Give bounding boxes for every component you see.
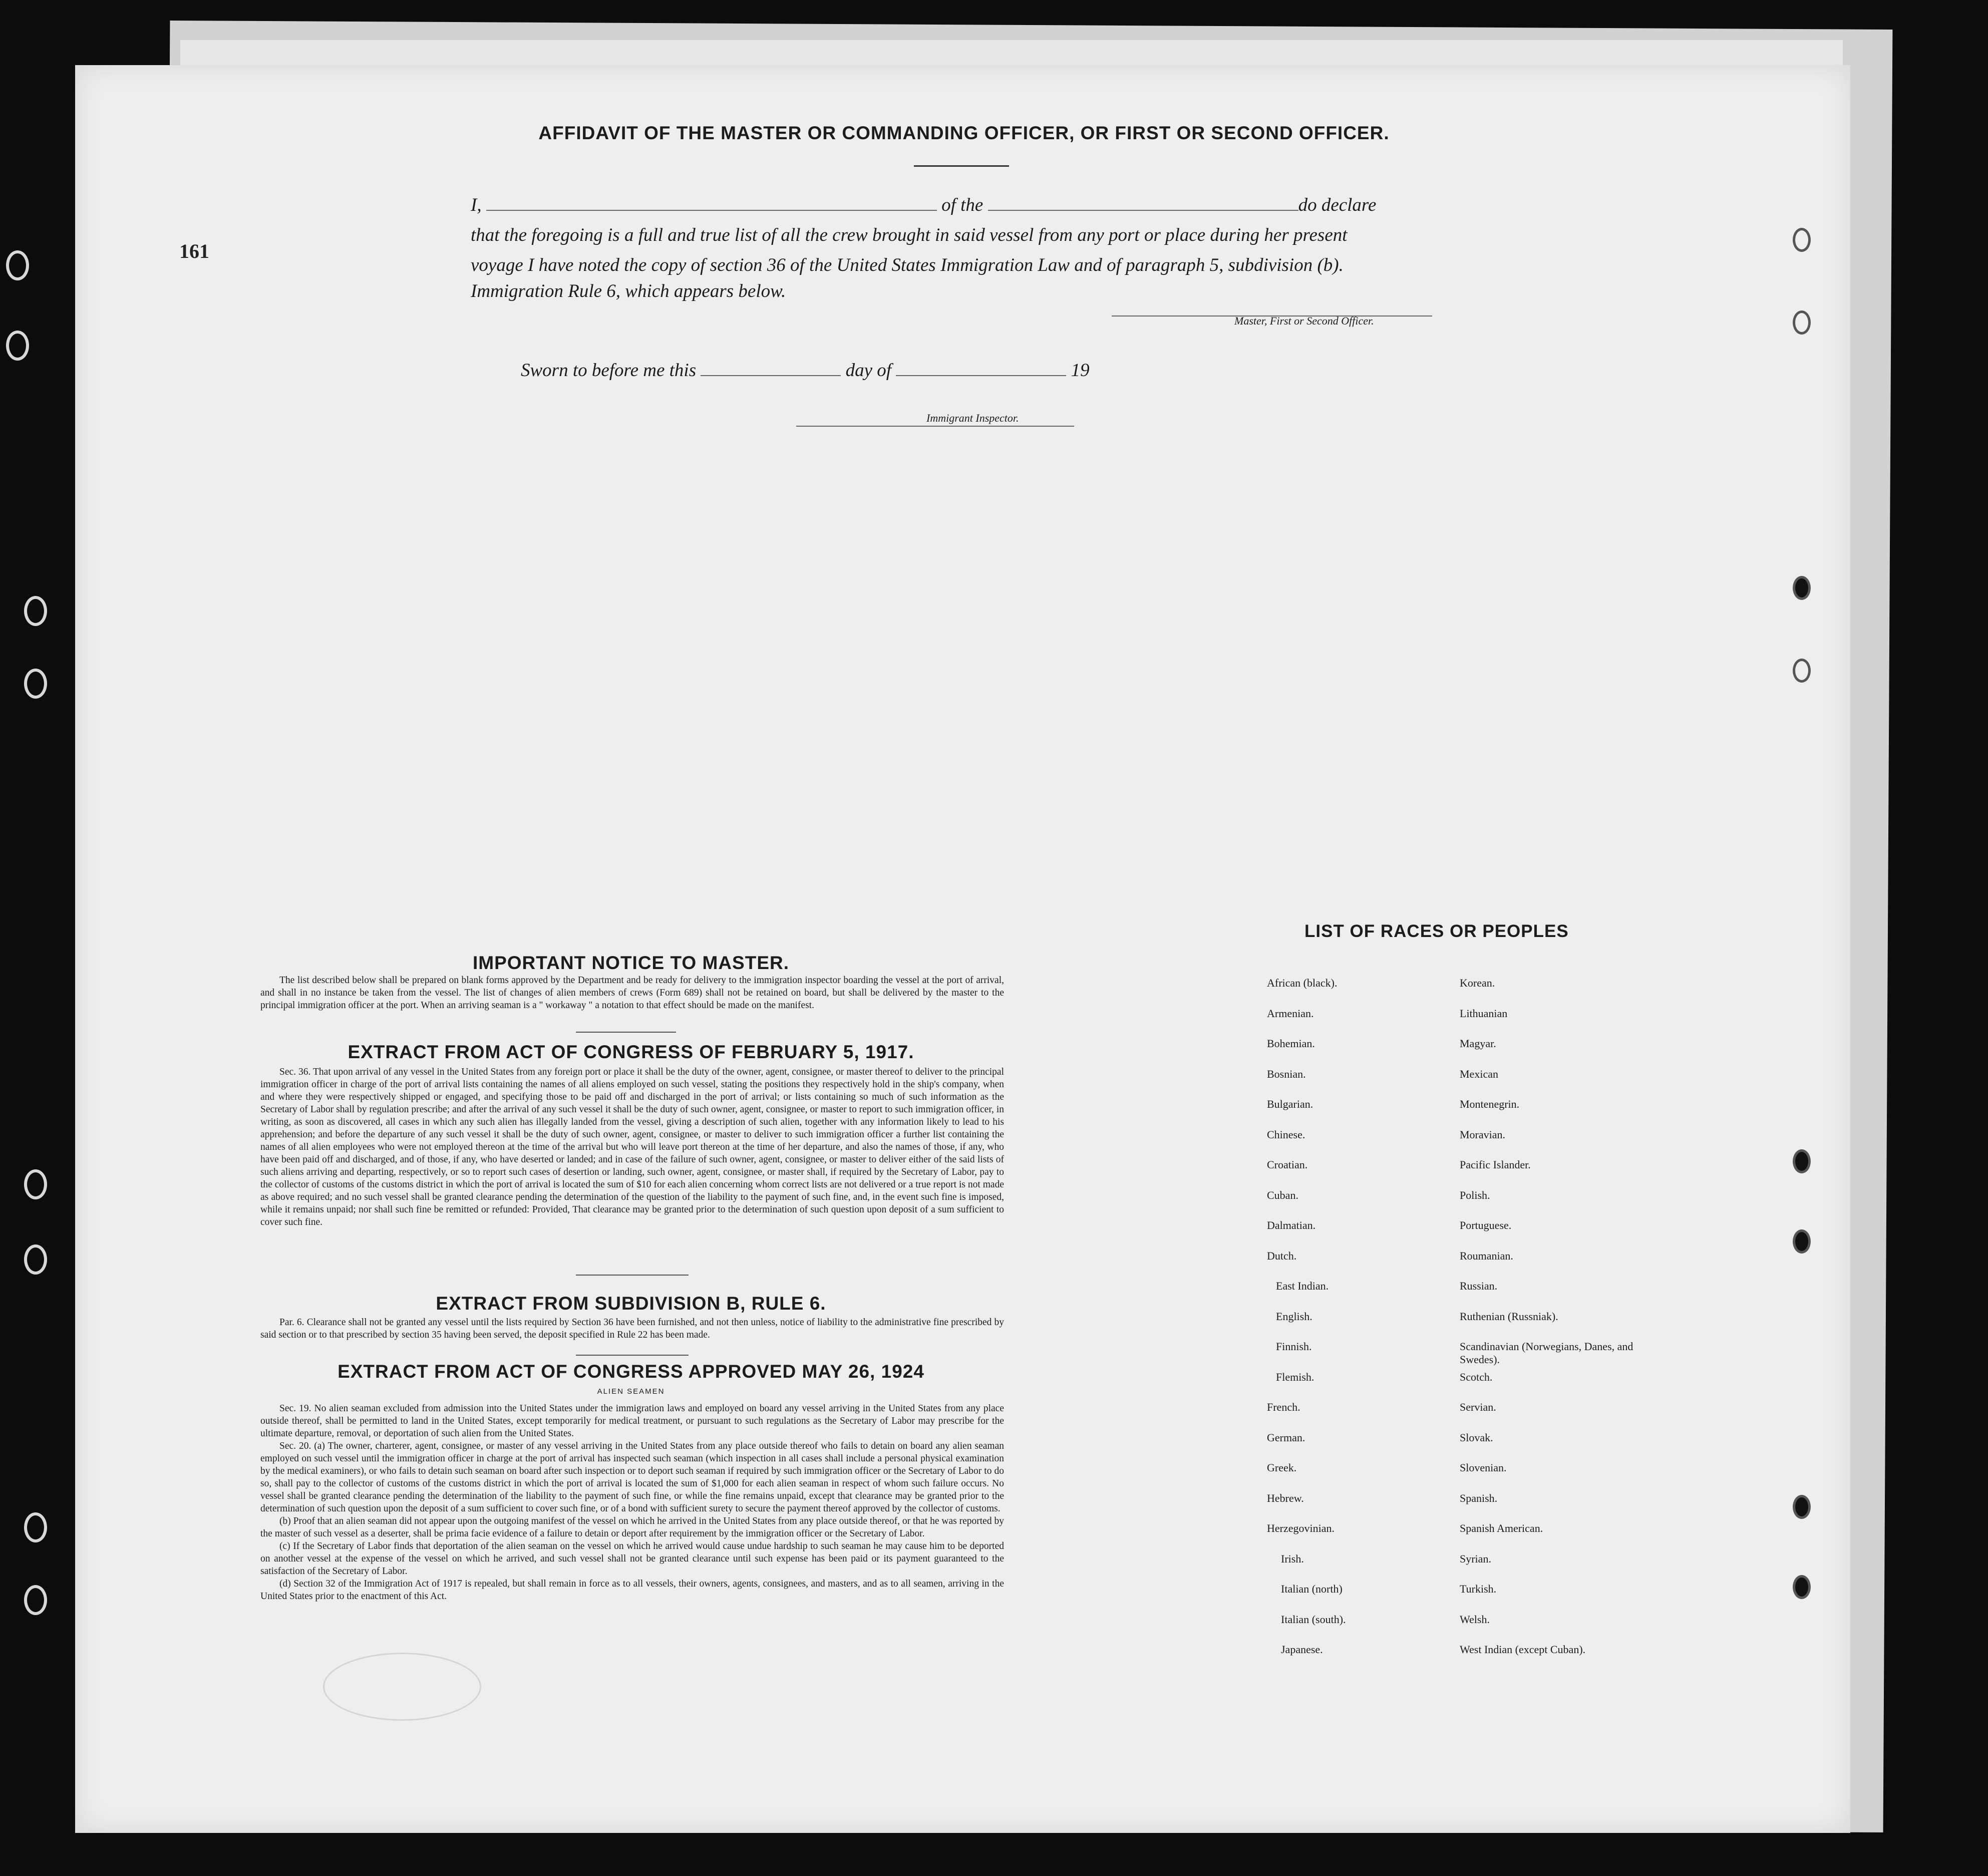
divider <box>576 1032 676 1033</box>
race-item: Italian (south). <box>1281 1613 1346 1626</box>
race-item: Lithuanian <box>1460 1007 1508 1020</box>
race-item: Slovenian. <box>1460 1461 1507 1474</box>
extract-1924-body <box>260 1402 1004 1603</box>
day-blank <box>701 375 841 376</box>
race-item: Spanish. <box>1460 1491 1498 1504</box>
punch-hole <box>1793 1229 1811 1254</box>
notice-text: The list described below shall be prepared on blank forms approved by the Department and be ready for delivery to the immigration inspector boarding the vessel at the port of arrival, and shall in no instance be taken from the vessel. The list of changes of alien members of crews (Form 689) shall not be retained on board, but shall be delivered by the master to the principal immigration officer at the port. When an arriving seaman is a " workaway " a notation to that effect should be made on the manifest. <box>260 975 1004 1011</box>
binder-hole <box>6 250 29 280</box>
sec-20c: (c) If the Secretary of Labor finds that deportation of the alien seaman on the vessel on which he arrived would cause undue hardship to such seaman he may cause him to be deported on another vessel at the expense of the vessel on which he arrived, and such vessel shall not be granted clearance until such expense has been paid or its payment guaranteed to the satisfaction of the Secretary of Labor. <box>260 1541 1004 1577</box>
race-item: Pacific Islander. <box>1460 1158 1531 1171</box>
affidavit-line-1 <box>471 194 1376 216</box>
race-item: Welsh. <box>1460 1613 1490 1626</box>
race-item: Russian. <box>1460 1280 1498 1292</box>
sworn-mid: day of <box>845 360 892 381</box>
affidavit-line1-mid: of the <box>941 195 983 215</box>
race-item: Flemish. <box>1276 1370 1314 1383</box>
race-item: Magyar. <box>1460 1037 1496 1050</box>
race-item: Greek. <box>1267 1461 1297 1474</box>
sec-19: Sec. 19. No alien seaman excluded from admission into the United States under the immigration laws and employed on board any vessel arriving in the United States from any place outside thereof, shall be permitted to land in the United States, except temporarily for medical treatment, or pursuant to such regulations as the Secretary of Labor may prescribe for the ultimate departure, removal, or deportation of such alien from the United States. <box>260 1403 1004 1439</box>
month-blank <box>896 375 1066 376</box>
affidavit-line-4: Immigration Rule 6, which appears below. <box>471 281 786 301</box>
divider <box>576 1355 689 1356</box>
race-item: Syrian. <box>1460 1552 1491 1565</box>
punch-hole <box>1793 1575 1811 1599</box>
punch-hole <box>1793 1149 1811 1173</box>
extract-rule6-title: EXTRACT FROM SUBDIVISION B, RULE 6. <box>436 1293 826 1314</box>
name-blank <box>486 210 937 211</box>
race-item: French. <box>1267 1401 1300 1413</box>
race-item: Scandinavian (Norwegians, Danes, and Swedes). <box>1460 1340 1633 1366</box>
binder-hole <box>24 1512 47 1542</box>
race-item: Korean. <box>1460 977 1495 989</box>
race-item: Roumanian. <box>1460 1249 1513 1262</box>
race-item: English. <box>1276 1310 1312 1323</box>
races-title: LIST OF RACES OR PEOPLES <box>1304 921 1569 941</box>
signature-caption: Master, First or Second Officer. <box>1234 315 1374 327</box>
race-item: East Indian. <box>1276 1280 1329 1292</box>
binder-hole <box>24 669 47 699</box>
binder-hole <box>6 331 29 361</box>
inspector-caption: Immigrant Inspector. <box>926 412 1019 424</box>
punch-hole <box>1793 659 1811 683</box>
race-item: Ruthenian (Russniak). <box>1460 1310 1558 1323</box>
race-item: Herzegovinian. <box>1267 1522 1335 1534</box>
sworn-year: 19 <box>1071 360 1090 381</box>
affidavit-title: AFFIDAVIT OF THE MASTER OR COMMANDING OFFICER, OR FIRST OR SECOND OFFICER. <box>538 123 1390 143</box>
binder-hole <box>24 1585 47 1615</box>
race-item: Chinese. <box>1267 1128 1305 1141</box>
race-item: Montenegrin. <box>1460 1098 1520 1110</box>
race-item: Japanese. <box>1281 1643 1323 1656</box>
sworn-start: Sworn to before me this <box>521 360 697 381</box>
race-item: Italian (north) <box>1281 1583 1343 1595</box>
title-divider <box>914 165 1009 167</box>
race-item: Dutch. <box>1267 1249 1297 1262</box>
binder-hole <box>24 1169 47 1199</box>
race-item: Bohemian. <box>1267 1037 1315 1050</box>
sec-20b: (b) Proof that an alien seaman did not appear upon the outgoing manifest of the vessel on which he arrived in the United States from any place outside thereof, or that he was reported by the master of such vessel as a deserter, shall be prima facie evidence of a failure to detain or deport after requirement by the immigration officer or the Secretary of Labor. <box>260 1516 1004 1539</box>
inspector-signature-line <box>796 426 1074 427</box>
race-item: Armenian. <box>1267 1007 1314 1020</box>
race-item: Mexican <box>1460 1067 1498 1080</box>
race-item: Spanish American. <box>1460 1522 1543 1534</box>
race-item: Polish. <box>1460 1188 1490 1201</box>
punch-hole <box>1793 228 1811 252</box>
faded-stamp <box>323 1653 481 1721</box>
race-item: Portuguese. <box>1460 1219 1512 1231</box>
vessel-blank <box>988 210 1298 211</box>
race-item: German. <box>1267 1431 1305 1444</box>
race-item: West Indian (except Cuban). <box>1460 1643 1586 1656</box>
race-item: Scotch. <box>1460 1370 1493 1383</box>
divider <box>576 1275 689 1276</box>
affidavit-line1-start: I, <box>471 195 482 215</box>
race-item: Croatian. <box>1267 1158 1308 1171</box>
extract-1917-text: Sec. 36. That upon arrival of any vessel in the United States from any foreign port or place it shall be the duty of the owner, agent, consignee, or master thereof to deliver to the principal immigration officer in charge of the port of arrival lists containing the names of all aliens employed on such vessel, stating the positions they respectively hold in the ship's company, when and where they were respectively shipped or engaged, and specifying those to be paid off and discharged in the port of arrival; or lists containing so much of such information as the Secretary of Labor shall by regulation prescribe; and after the arrival of any such vessel it shall be the duty of such owner, agent, consignee, or master to report to such immigration officer, in writing, as soon as discovered, all cases in which any such alien has illegally landed from the vessel, giving a description of such alien, together with any information likely to lead to his apprehension; and before the departure of any such vessel it shall be the duty of such owner, agent, consignee, or master to deliver to such immigration officer a further list containing the names of all alien employees who were not employed thereon at the time of the arrival but who will leave port thereon at the time of her departure, and also the names of those, if any, who have been paid off and discharged, and of those, if any, who have deserted or landed; and in case of the failure of such owner, agent, consignee, or master to deliver either of the said lists of such aliens arriving and departing, respectively, or so to report such cases of desertion or landing, such owner, agent, consignee, or master shall, if required by the Secretary of Labor, pay to the collector of customs of the customs district in which the port of arrival is located the sum of $10 for each alien concerning whom correct lists are not delivered or a true report is not made as above required; and no such vessel shall be granted clearance pending the determination of the question of the liability to the payment of such fine, and, in the event such fine is imposed, while it remains unpaid; nor shall such fine be remitted or refunded: Provided, That clearance may be granted prior to the determination of such question upon deposit of a sum sufficient to cover such fine. <box>260 1067 1004 1227</box>
sec-20d: (d) Section 32 of the Immigration Act of 1917 is repealed, but shall remain in force as to all vessels, their owners, agents, consignees, and masters, and as to all seamen, arriving in the United States prior to the enactment of this Act. <box>260 1579 1004 1602</box>
extract-1924-subtitle: ALIEN SEAMEN <box>597 1387 665 1396</box>
punch-hole <box>1793 1495 1811 1519</box>
race-item: African (black). <box>1267 977 1338 989</box>
race-item: Hebrew. <box>1267 1491 1304 1504</box>
race-item: Moravian. <box>1460 1128 1506 1141</box>
extract-rule6-text: Par. 6. Clearance shall not be granted any vessel until the lists required by Section 36 have been furnished, and not then unless, notice of liability to the administrative fine prescribed by said section or to that prescribed by section 35 having been served, the deposit specified in Rule 22 has been made. <box>260 1317 1004 1340</box>
sec-20a: Sec. 20. (a) The owner, charterer, agent, consignee, or master of any vessel arriving in the United States from any place outside thereof who fails to detain on board any alien seaman employed on such vessel until the immigration officer in charge at the port of arrival has inspected such seaman (which inspection in all cases shall include a personal physical examination by the medical examiners), or who fails to detain such seaman on board after such inspection or to deport such seaman if required by such immigration officer or the Secretary of Labor to do so, shall pay to the collector of customs of the customs district in which the port of arrival is located the sum of $1,000 for each alien seaman in respect of whom such failure occurs. No vessel shall be granted clearance pending the determination of the liability to the payment of such fine, or while the fine remains unpaid, except that clearance may be granted prior to the determination of such question upon the deposit of a sum sufficient to cover such fine, or of a bond with sufficient surety to secure the payment thereof approved by the collector of customs. <box>260 1441 1004 1514</box>
punch-hole <box>1793 576 1811 600</box>
affidavit-line-2: that the foregoing is a full and true list of all the crew brought in said vessel from any port or place during her present <box>471 225 1348 245</box>
race-item: Dalmatian. <box>1267 1219 1316 1231</box>
notice-title: IMPORTANT NOTICE TO MASTER. <box>472 953 789 973</box>
race-item: Servian. <box>1460 1401 1496 1413</box>
affidavit-line1-end: do declare <box>1298 195 1377 215</box>
sworn-line <box>521 360 1090 381</box>
binder-hole <box>24 1244 47 1275</box>
affidavit-line-3: voyage I have noted the copy of section 36 of the United States Immigration Law and of paragraph 5, subdivision (b). <box>471 255 1344 275</box>
extract-1924-title: EXTRACT FROM ACT OF CONGRESS APPROVED MAY 26, 1924 <box>338 1361 924 1382</box>
extract-1917-title: EXTRACT FROM ACT OF CONGRESS OF FEBRUARY 5, 1917. <box>348 1042 914 1062</box>
page-number: 161 <box>179 240 209 262</box>
race-item: Turkish. <box>1460 1583 1497 1595</box>
race-item: Finnish. <box>1276 1340 1312 1353</box>
punch-hole <box>1793 310 1811 335</box>
binder-hole <box>24 596 47 626</box>
race-item: Cuban. <box>1267 1188 1298 1201</box>
race-item: Bulgarian. <box>1267 1098 1313 1110</box>
race-item: Irish. <box>1281 1552 1304 1565</box>
race-item: Bosnian. <box>1267 1067 1306 1080</box>
race-item: Slovak. <box>1460 1431 1493 1444</box>
